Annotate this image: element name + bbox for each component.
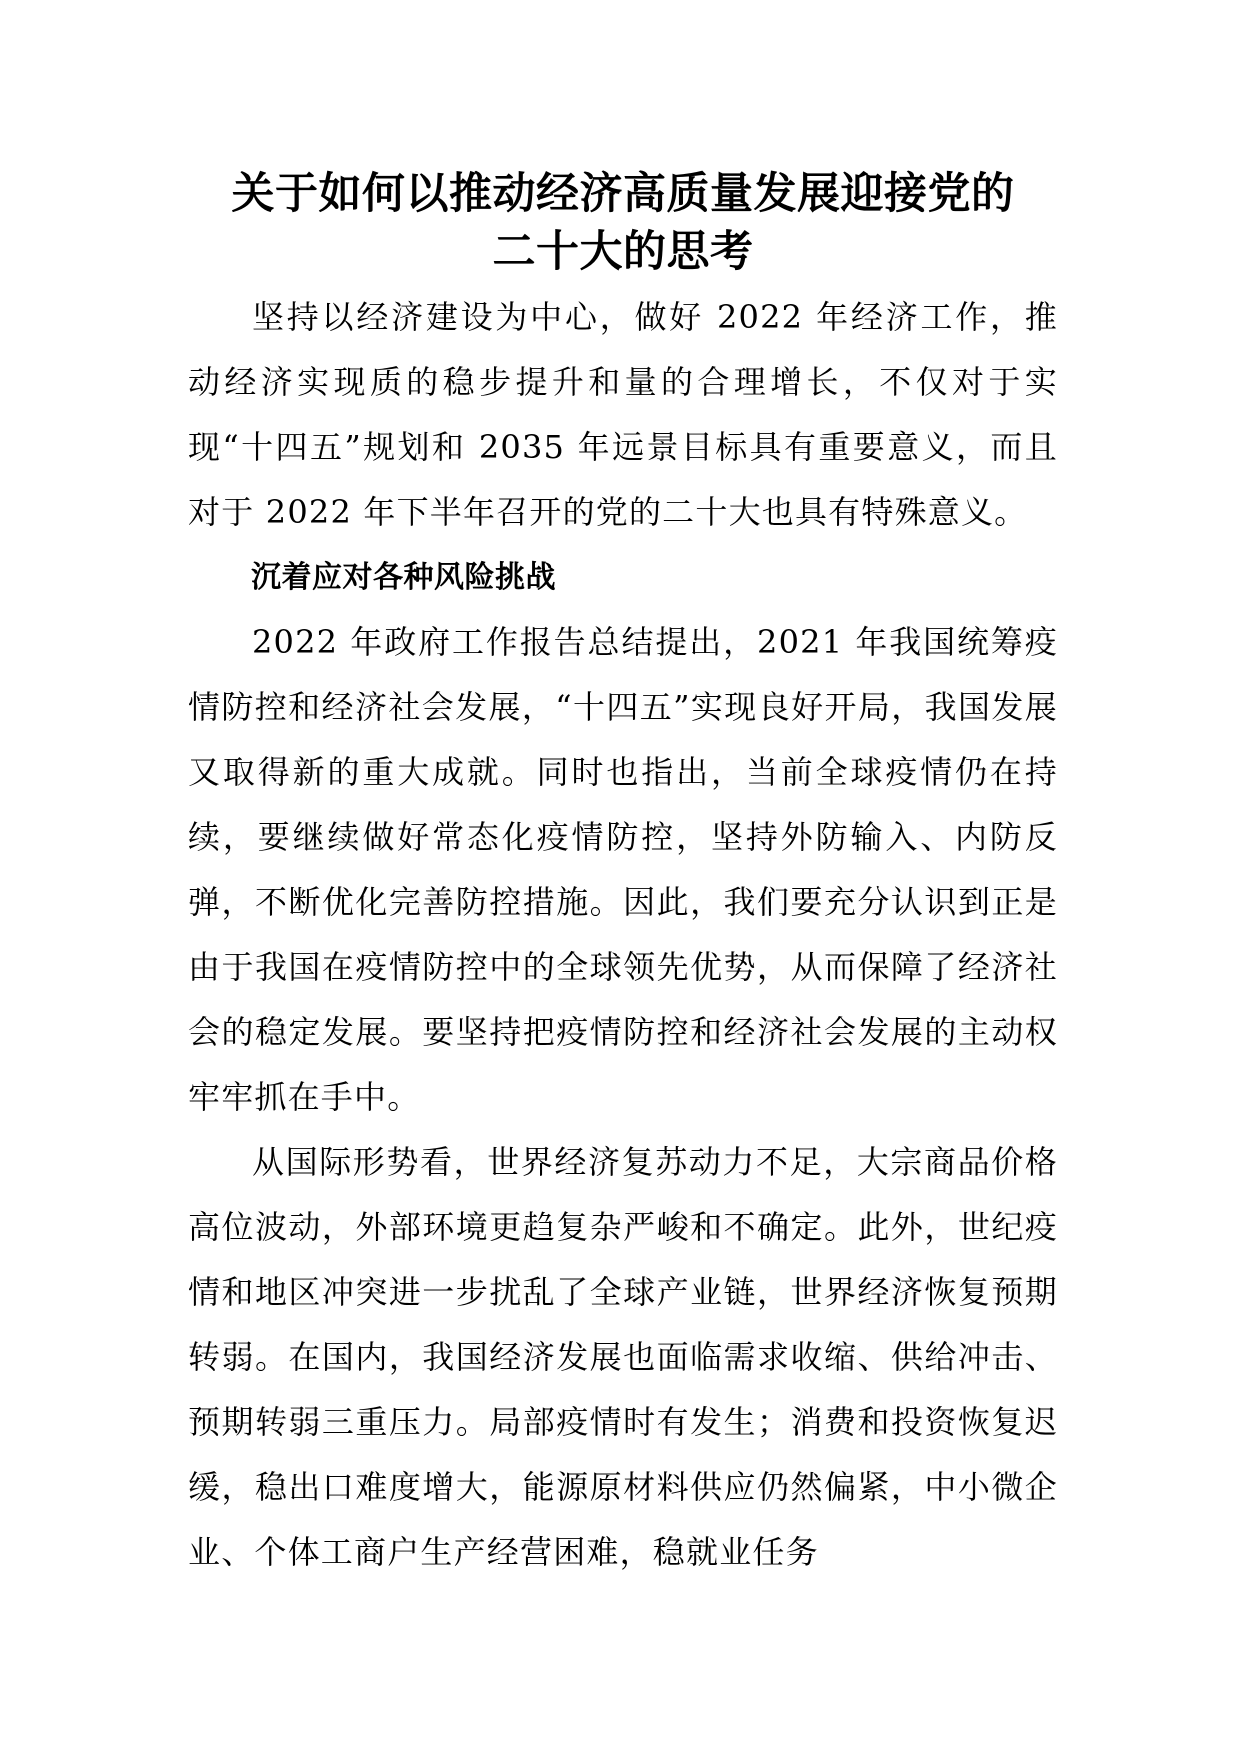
- document-title: [188, 165, 1058, 281]
- title-line-2: 二十大的思考: [492, 227, 754, 277]
- body-paragraph-2: 从国际形势看，世界经济复苏动力不足，大宗商品价格高位波动，外部环境更趋复杂严峻和不确定。此外，世纪疫情和地区冲突进一步扰乱了全球产业链，世界经济恢复预期转弱。在国内，我国经济发展也面临需求收缩、供给冲击、预期转弱三重压力。局部疫情时有发生；消费和投资恢复迟缓，稳出口难度增大，能源原材料供应仍然偏紧，中小微企业、个体工商户生产经营困难，稳就业任务: [188, 1143, 1058, 1571]
- body-paragraph-1: 2022 年政府工作报告总结提出，2021 年我国统筹疫情防控和经济社会发展，“十四五”实现良好开局，我国发展又取得新的重大成就。同时也指出，当前全球疫情仍在持续，要继续做好常态化疫情防控，坚持外防输入、内防反弹，不断优化完善防控措施。因此，我们要充分认识到正是由于我国在疫情防控中的全球领先优势，从而保障了经济社会的稳定发展。要坚持把疫情防控和经济社会发展的主动权牢牢抓在手中。: [188, 623, 1058, 1116]
- intro-paragraph: 坚持以经济建设为中心，做好 2022 年经济工作，推动经济实现质的稳步提升和量的合理增长，不仅对于实现“十四五”规划和 2035 年远景目标具有重要意义，而且对于 2022 年下半年召开的党的二十大也具有特殊意义。: [188, 298, 1058, 531]
- title-line-1: 关于如何以推动经济高质量发展迎接党的: [231, 169, 1015, 219]
- document-page: [188, 165, 1058, 1585]
- section-heading: 沉着应对各种风险挑战: [251, 560, 556, 595]
